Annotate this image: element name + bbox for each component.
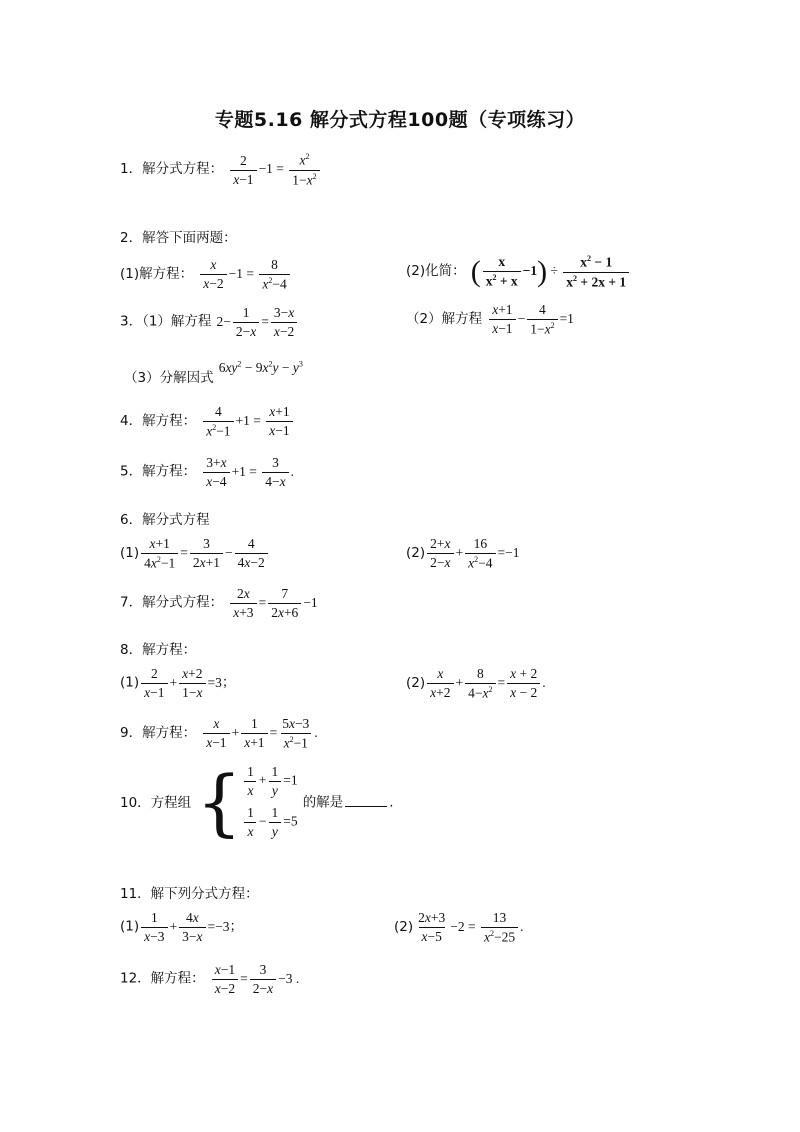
- part-label: (1): [120, 674, 140, 691]
- equation: $\frac{x}{x+2}$ + $\frac{8}{4-x^2}$ = $\frac{x + 2}{x - 2}$ .: [425, 675, 546, 690]
- equation: $\frac{2+x}{2-x}$ + $\frac{16}{x^2-4}$ =−1: [425, 545, 519, 560]
- question-label: 10．方程组: [120, 794, 192, 811]
- expression: ( $\frac{x}{x^2 + x}$ −1) ÷ $\frac{x^2 - 1}{x^2 + 2x + 1}$: [471, 263, 631, 278]
- part-label: (1)解方程：: [120, 265, 194, 282]
- answer-blank[interactable]: [345, 806, 387, 807]
- equation: 2− $\frac{1}{2-x}$ = $\frac{3-x}{x-2}$: [217, 314, 300, 329]
- equation: $\frac{2x}{x+3}$ = $\frac{7}{2x+6}$ −1: [228, 595, 318, 610]
- question-3-part-2: [406, 302, 574, 338]
- equation: $\frac{2}{x-1}$ −1 = $\frac{x^2}{1-x^2}$: [228, 161, 321, 176]
- question-10: 10．方程组 { $\frac{1}{x}$ + $\frac{1}{y}$ =1 $\frac{1}{x}$ − $\frac{1}{y}$ =5 的解是 .: [120, 760, 394, 844]
- part-label: (2): [394, 918, 414, 935]
- equation: $\frac{3+x}{x-4}$ +1 = $\frac{3}{4-x}$ .: [201, 464, 294, 479]
- page-title: 专题5.16 解分式方程100题（专项练习）: [214, 109, 586, 131]
- equation: $\frac{x}{x-1}$ + $\frac{1}{x+1}$ = $\frac{5x-3}{x^2-1}$ .: [201, 725, 318, 740]
- equation: $\frac{2x+3}{x-5}$ −2 = $\frac{13}{x^2-25}$ .: [418, 910, 524, 945]
- part-label: (1): [120, 918, 140, 935]
- question-6-label: 6．解分式方程: [120, 512, 210, 528]
- question-1: [120, 152, 322, 188]
- question-11-part-2: [394, 910, 523, 946]
- question-9: [120, 716, 318, 752]
- question-6-part-1: [120, 536, 270, 572]
- part-label: (1): [120, 544, 140, 561]
- equation: $\frac{2}{x-1}$ + $\frac{x+2}{1-x}$ =3: [139, 675, 222, 690]
- question-label: 9．解方程：: [120, 724, 197, 741]
- question-11-part-1: (1) $\frac{1}{x-3}$ + $\frac{4x}{3-x}$ =−3；: [120, 910, 243, 944]
- question-label: 1．解分式方程：: [120, 161, 224, 178]
- question-4: [120, 404, 295, 440]
- question-8-part-1: (1) $\frac{2}{x-1}$ + $\frac{x+2}{1-x}$ =3；: [120, 666, 236, 700]
- part-label: (2): [406, 544, 426, 561]
- equation: $\frac{x-1}{x-2}$ = $\frac{3}{2-x}$ −3 .: [210, 971, 300, 986]
- equation: $\frac{x+1}{x-1}$ − $\frac{4}{1-x^2}$ =1: [487, 311, 574, 326]
- question-8-part-2: [406, 666, 546, 702]
- question-label: 12．解方程：: [120, 970, 205, 987]
- question-2-label: 2．解答下面两题：: [120, 230, 237, 246]
- part-label: (2): [406, 674, 426, 691]
- question-2-part-2: [406, 254, 631, 290]
- question-label: 4．解方程：: [120, 412, 197, 429]
- question-12: [120, 962, 299, 997]
- part-label: (2)化简：: [406, 263, 466, 280]
- part-label: （3）分解因式: [124, 370, 214, 386]
- expression: $6xy^2 - 9x^2y - y^3$: [218, 359, 303, 375]
- question-tail: 的解是: [302, 794, 344, 811]
- equation: $\frac{4}{x^2-1}$ +1 = $\frac{x+1}{x-1}$: [201, 413, 294, 428]
- question-label: 5．解方程：: [120, 463, 197, 480]
- equation: $\frac{x}{x-2}$ −1 = $\frac{8}{x^2-4}$: [198, 266, 291, 281]
- question-6-part-2: [406, 536, 519, 572]
- question-2-part-1: [120, 257, 292, 293]
- question-label: 7．解分式方程：: [120, 594, 224, 611]
- question-3-part-1: [120, 305, 299, 340]
- question-8-label: 8．解方程：: [120, 642, 197, 658]
- part-label: （2）解方程: [406, 310, 483, 327]
- equation: $\frac{1}{x-3}$ + $\frac{4x}{3-x}$ =−3: [139, 919, 229, 934]
- question-11-label: 11．解下列分式方程：: [120, 886, 259, 902]
- question-label: 3．（1）解方程: [120, 313, 212, 330]
- equation-system: { $\frac{1}{x}$ + $\frac{1}{y}$ =1 $\frac{1}{x}$ − $\frac{1}{y}$ =5: [196, 760, 298, 844]
- question-3-part-3: [124, 356, 303, 386]
- question-5: [120, 455, 294, 490]
- equation: $\frac{x+1}{4x^2-1}$ = $\frac{3}{2x+1}$ − $\frac{4}{4x-2}$: [139, 545, 270, 560]
- question-7: [120, 586, 318, 621]
